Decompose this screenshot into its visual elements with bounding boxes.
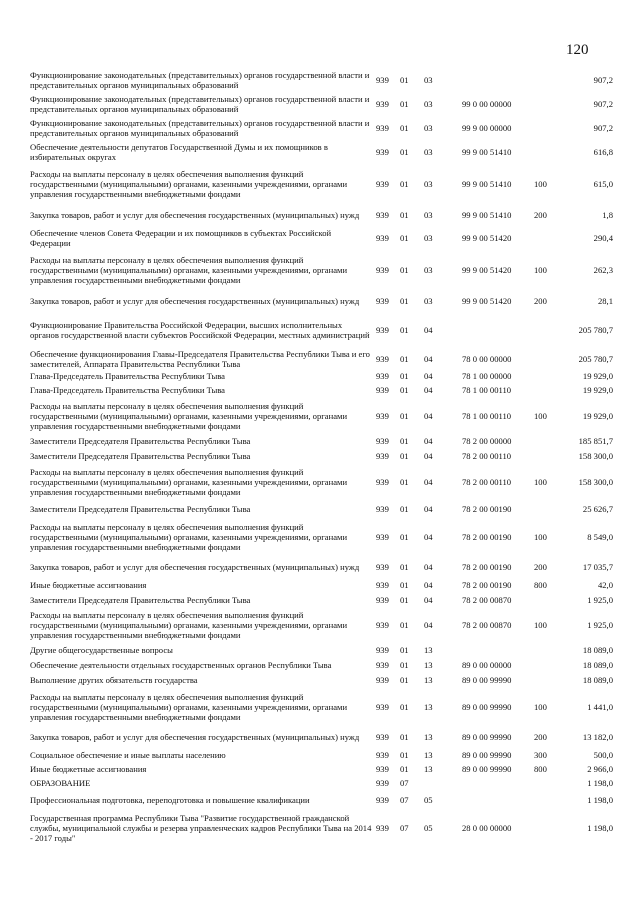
cell-cs: 78 1 00 00110 bbox=[462, 385, 512, 396]
cell-gr: 939 bbox=[376, 476, 389, 487]
cell-cs: 89 0 00 99990 bbox=[462, 701, 512, 712]
cell-gr: 939 bbox=[376, 580, 389, 591]
cell-gr: 939 bbox=[376, 644, 389, 655]
cell-cs: 78 2 00 00190 bbox=[462, 531, 512, 542]
cell-sum: 205 780,7 bbox=[578, 324, 613, 335]
cell-pr: 04 bbox=[424, 324, 433, 335]
cell-cs: 99 9 00 51420 bbox=[462, 295, 512, 306]
cell-rz: 01 bbox=[400, 74, 409, 85]
cell-rz: 01 bbox=[400, 580, 409, 591]
cell-gr: 939 bbox=[376, 98, 389, 109]
cell-cs: 78 2 00 00190 bbox=[462, 580, 512, 591]
cell-rz: 01 bbox=[400, 701, 409, 712]
cell-pr: 05 bbox=[424, 822, 433, 833]
cell-sum: 18 089,0 bbox=[582, 644, 613, 655]
cell-gr: 939 bbox=[376, 295, 389, 306]
cell-pr: 04 bbox=[424, 385, 433, 396]
cell-name: Государственная программа Республики Тыва "Развитие государственной гражданской службы, муниципальной службы и резерва управленческих кадров Республики Тыва на 2014 - 2017 годы" bbox=[30, 812, 372, 844]
cell-name: Заместители Председателя Правительства Республики Тыва bbox=[30, 451, 251, 462]
table-row bbox=[30, 116, 615, 140]
cell-rz: 01 bbox=[400, 595, 409, 606]
table-row bbox=[30, 464, 615, 500]
cell-name: Функционирование законодательных (представительных) органов государственной власти и представительных органов муниципальных образований bbox=[30, 117, 370, 138]
cell-gr: 939 bbox=[376, 660, 389, 671]
cell-gr: 939 bbox=[376, 122, 389, 133]
cell-pr: 04 bbox=[424, 503, 433, 514]
cell-pr: 04 bbox=[424, 619, 433, 630]
cell-rz: 07 bbox=[400, 777, 409, 788]
cell-rz: 01 bbox=[400, 660, 409, 671]
cell-sum: 1 198,0 bbox=[587, 822, 613, 833]
cell-rz: 01 bbox=[400, 264, 409, 275]
cell-sum: 616,8 bbox=[593, 146, 613, 157]
cell-rz: 01 bbox=[400, 503, 409, 514]
table-row bbox=[30, 500, 615, 518]
table-row bbox=[30, 518, 615, 556]
cell-vr: 200 bbox=[534, 295, 547, 306]
cell-cs: 89 0 00 99990 bbox=[462, 731, 512, 742]
table-row bbox=[30, 748, 615, 762]
table-row bbox=[30, 370, 615, 383]
cell-pr: 03 bbox=[424, 264, 433, 275]
cell-name: Обеспечение деятельности депутатов Государственной Думы и их помощников в избирательных округах bbox=[30, 141, 328, 162]
table-row bbox=[30, 593, 615, 608]
table-row bbox=[30, 578, 615, 593]
cell-pr: 03 bbox=[424, 98, 433, 109]
cell-pr: 03 bbox=[424, 178, 433, 189]
cell-gr: 939 bbox=[376, 777, 389, 788]
cell-sum: 2 966,0 bbox=[587, 763, 613, 774]
table-row bbox=[30, 204, 615, 226]
cell-name: Расходы на выплаты персоналу в целях обеспечения выполнения функций государственными (муниципальными) органами, казенными учреждениями, органами управления государственными внебюджетными фондами bbox=[30, 521, 348, 553]
cell-sum: 500,0 bbox=[593, 749, 613, 760]
cell-name: Расходы на выплаты персоналу в целях обеспечения выполнения функций государственными (муниципальными) органами, казенными учреждениями, органами управления государственными внебюджетными фондами bbox=[30, 609, 348, 641]
cell-vr: 100 bbox=[534, 701, 547, 712]
cell-cs: 28 0 00 00000 bbox=[462, 822, 512, 833]
cell-rz: 01 bbox=[400, 451, 409, 462]
cell-gr: 939 bbox=[376, 731, 389, 742]
cell-rz: 01 bbox=[400, 731, 409, 742]
cell-gr: 939 bbox=[376, 619, 389, 630]
cell-gr: 939 bbox=[376, 701, 389, 712]
cell-rz: 01 bbox=[400, 98, 409, 109]
cell-gr: 939 bbox=[376, 675, 389, 686]
cell-rz: 07 bbox=[400, 794, 409, 805]
cell-name: Обеспечение деятельности отдельных государственных органов Республики Тыва bbox=[30, 660, 332, 671]
cell-sum: 1 925,0 bbox=[587, 595, 613, 606]
cell-sum: 25 626,7 bbox=[582, 503, 613, 514]
cell-pr: 03 bbox=[424, 232, 433, 243]
cell-pr: 13 bbox=[424, 675, 433, 686]
cell-sum: 907,2 bbox=[593, 98, 613, 109]
cell-cs: 99 9 00 51420 bbox=[462, 264, 512, 275]
cell-rz: 01 bbox=[400, 476, 409, 487]
cell-vr: 200 bbox=[534, 561, 547, 572]
cell-pr: 03 bbox=[424, 146, 433, 157]
cell-pr: 13 bbox=[424, 763, 433, 774]
cell-name: Закупка товаров, работ и услуг для обеспечения государственных (муниципальных) нужд bbox=[30, 209, 360, 220]
cell-pr: 04 bbox=[424, 580, 433, 591]
table-row bbox=[30, 658, 615, 673]
cell-sum: 18 089,0 bbox=[582, 675, 613, 686]
cell-cs: 78 2 00 00000 bbox=[462, 436, 512, 447]
cell-rz: 01 bbox=[400, 209, 409, 220]
cell-pr: 03 bbox=[424, 209, 433, 220]
table-row bbox=[30, 790, 615, 810]
cell-pr: 04 bbox=[424, 476, 433, 487]
cell-rz: 01 bbox=[400, 385, 409, 396]
table-row bbox=[30, 762, 615, 776]
cell-vr: 200 bbox=[534, 209, 547, 220]
cell-sum: 185 851,7 bbox=[578, 436, 613, 447]
cell-rz: 01 bbox=[400, 749, 409, 760]
cell-name: Расходы на выплаты персоналу в целях обеспечения выполнения функций государственными (муниципальными) органами, казенными учреждениями, органами управления государственными внебюджетными фондами bbox=[30, 466, 348, 498]
table-row bbox=[30, 226, 615, 250]
cell-vr: 100 bbox=[534, 410, 547, 421]
cell-gr: 939 bbox=[376, 232, 389, 243]
cell-pr: 04 bbox=[424, 410, 433, 421]
cell-rz: 01 bbox=[400, 644, 409, 655]
cell-sum: 205 780,7 bbox=[578, 353, 613, 364]
cell-cs: 78 2 00 00110 bbox=[462, 451, 512, 462]
cell-cs: 89 0 00 99990 bbox=[462, 763, 512, 774]
cell-name: Заместители Председателя Правительства Республики Тыва bbox=[30, 595, 251, 606]
cell-name: Иные бюджетные ассигнования bbox=[30, 763, 147, 774]
cell-sum: 28,1 bbox=[597, 295, 613, 306]
cell-vr: 100 bbox=[534, 619, 547, 630]
cell-sum: 615,0 bbox=[593, 178, 613, 189]
cell-name: Обеспечение функционирования Главы-Председателя Правительства Республики Тыва и его заместителей, Аппарата Правительства Республики Тыва bbox=[30, 348, 370, 369]
cell-pr: 04 bbox=[424, 436, 433, 447]
cell-cs: 78 2 00 00870 bbox=[462, 595, 512, 606]
cell-rz: 01 bbox=[400, 353, 409, 364]
table-row bbox=[30, 68, 615, 92]
cell-name: Выполнение других обязательств государства bbox=[30, 675, 198, 686]
cell-name: Функционирование законодательных (представительных) органов государственной власти и представительных органов муниципальных образований bbox=[30, 93, 370, 114]
cell-sum: 1 925,0 bbox=[587, 619, 613, 630]
cell-rz: 01 bbox=[400, 531, 409, 542]
cell-pr: 13 bbox=[424, 701, 433, 712]
cell-rz: 01 bbox=[400, 675, 409, 686]
cell-rz: 01 bbox=[400, 436, 409, 447]
cell-sum: 1 198,0 bbox=[587, 777, 613, 788]
cell-pr: 04 bbox=[424, 595, 433, 606]
cell-name: ОБРАЗОВАНИЕ bbox=[30, 777, 91, 788]
cell-gr: 939 bbox=[376, 561, 389, 572]
cell-name: Функционирование законодательных (представительных) органов государственной власти и представительных органов муниципальных образований bbox=[30, 69, 370, 90]
cell-pr: 03 bbox=[424, 295, 433, 306]
cell-sum: 158 300,0 bbox=[578, 476, 613, 487]
cell-name: Закупка товаров, работ и услуг для обеспечения государственных (муниципальных) нужд bbox=[30, 561, 360, 572]
cell-gr: 939 bbox=[376, 410, 389, 421]
table-row bbox=[30, 312, 615, 348]
table-row bbox=[30, 434, 615, 449]
cell-rz: 07 bbox=[400, 822, 409, 833]
cell-cs: 99 9 00 51410 bbox=[462, 146, 512, 157]
cell-cs: 78 2 00 00870 bbox=[462, 619, 512, 630]
table-row bbox=[30, 449, 615, 464]
cell-pr: 13 bbox=[424, 644, 433, 655]
cell-gr: 939 bbox=[376, 749, 389, 760]
table-row bbox=[30, 398, 615, 434]
cell-gr: 939 bbox=[376, 264, 389, 275]
cell-vr: 300 bbox=[534, 749, 547, 760]
cell-vr: 800 bbox=[534, 580, 547, 591]
table-row bbox=[30, 608, 615, 642]
cell-sum: 907,2 bbox=[593, 74, 613, 85]
cell-gr: 939 bbox=[376, 74, 389, 85]
cell-gr: 939 bbox=[376, 371, 389, 382]
cell-name: Расходы на выплаты персоналу в целях обеспечения выполнения функций государственными (муниципальными) органами, казенными учреждениями, органами управления государственными внебюджетными фондами bbox=[30, 254, 348, 286]
cell-cs: 78 1 00 00110 bbox=[462, 410, 512, 421]
cell-gr: 939 bbox=[376, 385, 389, 396]
cell-cs: 99 0 00 00000 bbox=[462, 98, 512, 109]
page-number: 120 bbox=[566, 42, 589, 58]
cell-name: Закупка товаров, работ и услуг для обеспечения государственных (муниципальных) нужд bbox=[30, 731, 360, 742]
cell-rz: 01 bbox=[400, 232, 409, 243]
cell-name: Социальное обеспечение и иные выплаты населению bbox=[30, 749, 226, 760]
cell-vr: 100 bbox=[534, 264, 547, 275]
table-row bbox=[30, 673, 615, 688]
cell-name: Обеспечение членов Совета Федерации и их помощников в субъектах Российской Федерации bbox=[30, 227, 332, 248]
budget-table bbox=[30, 68, 615, 846]
table-row bbox=[30, 164, 615, 204]
cell-pr: 04 bbox=[424, 561, 433, 572]
table-row bbox=[30, 776, 615, 790]
cell-rz: 01 bbox=[400, 324, 409, 335]
cell-rz: 01 bbox=[400, 122, 409, 133]
table-row bbox=[30, 290, 615, 312]
table-row bbox=[30, 92, 615, 116]
cell-sum: 8 549,0 bbox=[587, 531, 613, 542]
cell-pr: 13 bbox=[424, 731, 433, 742]
cell-name: Расходы на выплаты персоналу в целях обеспечения выполнения функций государственными (муниципальными) органами, казенными учреждениями, органами управления государственными внебюджетными фондами bbox=[30, 400, 348, 432]
cell-cs: 78 1 00 00000 bbox=[462, 371, 512, 382]
table-row bbox=[30, 810, 615, 846]
cell-vr: 100 bbox=[534, 476, 547, 487]
cell-pr: 03 bbox=[424, 74, 433, 85]
cell-rz: 01 bbox=[400, 146, 409, 157]
table-row bbox=[30, 556, 615, 578]
cell-pr: 04 bbox=[424, 353, 433, 364]
cell-vr: 100 bbox=[534, 178, 547, 189]
table-row bbox=[30, 383, 615, 398]
cell-rz: 01 bbox=[400, 178, 409, 189]
cell-rz: 01 bbox=[400, 619, 409, 630]
cell-name: Другие общегосударственные вопросы bbox=[30, 644, 173, 655]
cell-rz: 01 bbox=[400, 763, 409, 774]
cell-cs: 89 0 00 99990 bbox=[462, 675, 512, 686]
cell-gr: 939 bbox=[376, 353, 389, 364]
cell-gr: 939 bbox=[376, 503, 389, 514]
cell-sum: 158 300,0 bbox=[578, 451, 613, 462]
cell-gr: 939 bbox=[376, 436, 389, 447]
cell-name: Расходы на выплаты персоналу в целях обеспечения выполнения функций государственными (муниципальными) органами, казенными учреждениями, органами управления государственными внебюджетными фондами bbox=[30, 691, 348, 723]
cell-pr: 13 bbox=[424, 749, 433, 760]
cell-pr: 04 bbox=[424, 451, 433, 462]
cell-gr: 939 bbox=[376, 178, 389, 189]
cell-rz: 01 bbox=[400, 371, 409, 382]
cell-sum: 18 089,0 bbox=[582, 660, 613, 671]
cell-pr: 05 bbox=[424, 794, 433, 805]
table-row bbox=[30, 688, 615, 726]
cell-name: Профессиональная подготовка, переподготовка и повышение квалификации bbox=[30, 794, 310, 805]
cell-sum: 1 441,0 bbox=[587, 701, 613, 712]
cell-cs: 89 0 00 00000 bbox=[462, 660, 512, 671]
table-row bbox=[30, 250, 615, 290]
cell-cs: 99 9 00 00000 bbox=[462, 122, 512, 133]
cell-name: Расходы на выплаты персоналу в целях обеспечения выполнения функций государственными (муниципальными) органами, казенными учреждениями, органами управления государственными внебюджетными фондами bbox=[30, 168, 348, 200]
cell-cs: 89 0 00 99990 bbox=[462, 749, 512, 760]
cell-sum: 19 929,0 bbox=[582, 385, 613, 396]
cell-gr: 939 bbox=[376, 531, 389, 542]
cell-sum: 262,3 bbox=[593, 264, 613, 275]
cell-cs: 99 9 00 51410 bbox=[462, 209, 512, 220]
cell-pr: 03 bbox=[424, 122, 433, 133]
cell-vr: 200 bbox=[534, 731, 547, 742]
table-row bbox=[30, 642, 615, 658]
cell-name: Закупка товаров, работ и услуг для обеспечения государственных (муниципальных) нужд bbox=[30, 295, 360, 306]
cell-gr: 939 bbox=[376, 146, 389, 157]
cell-pr: 13 bbox=[424, 660, 433, 671]
cell-gr: 939 bbox=[376, 324, 389, 335]
cell-gr: 939 bbox=[376, 822, 389, 833]
cell-pr: 04 bbox=[424, 371, 433, 382]
cell-cs: 78 2 00 00110 bbox=[462, 476, 512, 487]
cell-pr: 04 bbox=[424, 531, 433, 542]
cell-sum: 907,2 bbox=[593, 122, 613, 133]
cell-name: Заместители Председателя Правительства Республики Тыва bbox=[30, 436, 251, 447]
cell-gr: 939 bbox=[376, 209, 389, 220]
cell-sum: 1,8 bbox=[602, 209, 613, 220]
table-row bbox=[30, 348, 615, 370]
cell-rz: 01 bbox=[400, 295, 409, 306]
cell-vr: 800 bbox=[534, 763, 547, 774]
cell-gr: 939 bbox=[376, 763, 389, 774]
cell-rz: 01 bbox=[400, 561, 409, 572]
cell-cs: 99 9 00 51410 bbox=[462, 178, 512, 189]
cell-name: Функционирование Правительства Российской Федерации, высших исполнительных органов государственной власти субъектов Российской Федерации, местных администраций bbox=[30, 319, 370, 340]
cell-name: Заместители Председателя Правительства Республики Тыва bbox=[30, 503, 251, 514]
cell-name: Иные бюджетные ассигнования bbox=[30, 580, 147, 591]
cell-sum: 13 182,0 bbox=[582, 731, 613, 742]
cell-rz: 01 bbox=[400, 410, 409, 421]
cell-cs: 99 9 00 51420 bbox=[462, 232, 512, 243]
cell-sum: 19 929,0 bbox=[582, 410, 613, 421]
cell-sum: 19 929,0 bbox=[582, 371, 613, 382]
cell-name: Глава-Председатель Правительства Республики Тыва bbox=[30, 385, 225, 396]
cell-gr: 939 bbox=[376, 595, 389, 606]
cell-cs: 78 2 00 00190 bbox=[462, 561, 512, 572]
cell-sum: 1 198,0 bbox=[587, 794, 613, 805]
cell-name: Глава-Председатель Правительства Республики Тыва bbox=[30, 371, 225, 382]
cell-sum: 17 035,7 bbox=[582, 561, 613, 572]
cell-sum: 42,0 bbox=[597, 580, 613, 591]
table-row bbox=[30, 140, 615, 164]
cell-vr: 100 bbox=[534, 531, 547, 542]
table-row bbox=[30, 726, 615, 748]
cell-cs: 78 0 00 00000 bbox=[462, 353, 512, 364]
cell-gr: 939 bbox=[376, 794, 389, 805]
cell-sum: 290,4 bbox=[593, 232, 613, 243]
cell-gr: 939 bbox=[376, 451, 389, 462]
cell-cs: 78 2 00 00190 bbox=[462, 503, 512, 514]
